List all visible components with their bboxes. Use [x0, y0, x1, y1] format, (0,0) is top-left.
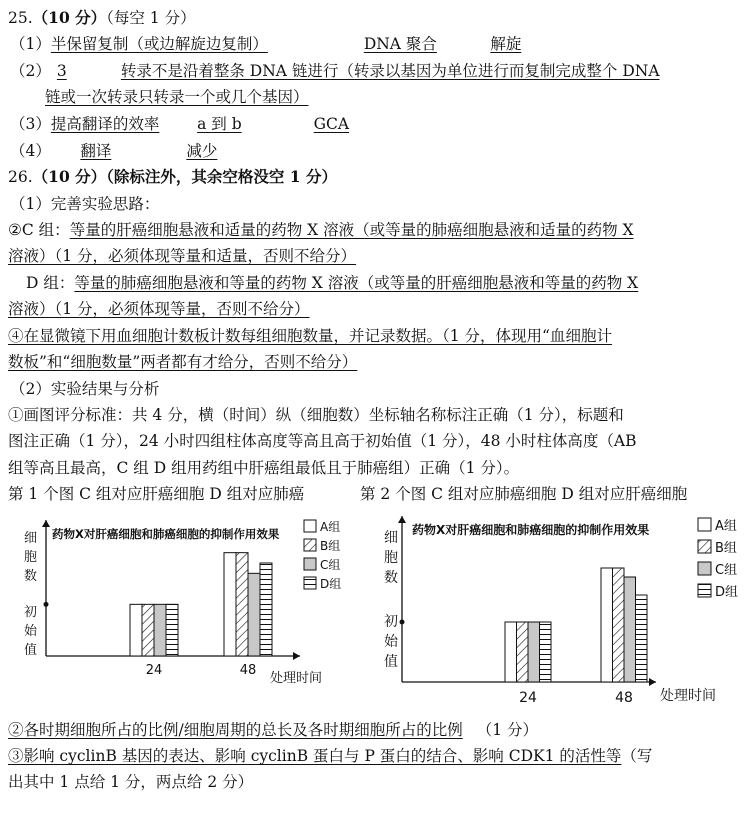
c-group-answer: 等量的肝癌细胞悬液和适量的药物 X 溶液（或等量的肺癌细胞悬液和适量的药物 X [69, 221, 634, 239]
x-tick-label: 24 [145, 663, 163, 678]
bar-C组-48 [248, 573, 260, 656]
q26-part-2-title: （2）实验结果与分析 [10, 380, 160, 398]
legend-swatch [304, 558, 316, 570]
chart-title: 药物X对肝癌细胞和肺癌细胞的抑制作用效果 [52, 527, 280, 541]
q25-3-answer-3: GCA [313, 115, 350, 133]
q26-part-1-title: （1）完善实验思路： [10, 195, 160, 213]
y-axis-label-char: 细 [384, 530, 398, 546]
baseline-label-char: 值 [384, 654, 398, 670]
x-tick-label: 24 [519, 690, 537, 706]
baseline-marker [400, 620, 405, 625]
legend-swatch [304, 577, 316, 589]
result-3-line [8, 746, 652, 766]
q25-4-num: （4） [10, 142, 51, 160]
baseline-label-char: 始 [384, 634, 398, 650]
bar-D组-24 [540, 622, 552, 682]
legend-swatch [304, 539, 316, 551]
result-3-line-2: 出其中 1 点给 1 分，两点给 2 分） [8, 773, 254, 791]
d-group-label: D 组： [26, 274, 75, 292]
q25-line-1 [10, 34, 546, 54]
c-group-label: ②C 组： [8, 221, 70, 239]
x-tick-label: 48 [615, 690, 633, 706]
result-2-answer: ②各时期细胞所占的比例/细胞周期的总长及各时期细胞所占的比例 [8, 721, 463, 739]
bar-A组-48 [601, 568, 613, 682]
x-axis-label: 处理时间 [660, 688, 716, 704]
bar-D组-24 [166, 604, 178, 656]
q25-2-answer-2: 转录不是沿着整条 DNA 链进行（转录以基因为单位进行而复制完成整个 DNA [120, 62, 660, 80]
bar-D组-48 [636, 595, 648, 682]
q25-line-4 [10, 141, 233, 161]
bar-A组-48 [224, 553, 236, 656]
baseline-label-char: 值 [24, 643, 38, 658]
q25-2-answer-2-cont: 链或一次转录只转录一个或几个基因） [45, 88, 309, 106]
q25-3-num: （3） [10, 115, 51, 133]
baseline-label-char: 初 [384, 614, 398, 630]
step-4-answer-cont: 数板”和“细胞数量”两者都有才给分，否则不给分） [8, 353, 358, 371]
result-3-answer: ③影响 cyclinB 基因的表达、影响 cyclinB 蛋白与 P 蛋白的结合、影响 CDK1 的活性等 [8, 747, 622, 765]
figure-2-caption: 第 2 个图 C 组对应肺癌细胞 D 组对应肝癌细胞 [360, 485, 688, 503]
q26-d-group-line-1 [26, 273, 638, 293]
bar-D组-48 [260, 563, 272, 656]
figure-1-caption: 第 1 个图 C 组对应肝癌细胞 D 组对应肺癌 [8, 485, 305, 503]
result-2-line [8, 720, 538, 740]
bar-B组-48 [236, 553, 248, 656]
q25-line-2 [10, 61, 660, 81]
x-axis-label: 处理时间 [270, 671, 323, 686]
c-group-answer-cont: 溶液）（1 分，必须体现等量和适量，否则不给分） [8, 247, 357, 265]
y-axis-label-char: 胞 [384, 550, 398, 566]
bar-B组-24 [142, 604, 154, 656]
result-1-line-2: 图注正确（1 分），24 小时四组柱体高度等高且高于初始值（1 分），48 小时柱体高度（AB [8, 432, 637, 450]
legend-label: D组 [320, 577, 342, 591]
q25-4-answer-1: 翻译 [80, 142, 112, 160]
legend-swatch [698, 562, 711, 575]
baseline-marker [44, 602, 49, 607]
legend-label: B组 [320, 539, 341, 553]
y-axis-label-char: 细 [24, 531, 38, 546]
step-4-answer: ④在显微镜下用血细胞计数板计数每组细胞数量，并记录数据。（1 分，体现用“血细胞计 [8, 327, 612, 345]
bar-A组-24 [130, 604, 142, 656]
legend-swatch [698, 540, 711, 553]
y-axis-label-char: 数 [24, 569, 38, 584]
legend-label: D组 [715, 585, 739, 600]
q25-line-3 [10, 114, 357, 134]
q25-1-answer-1: 半保留复制（或边解旋边复制） [50, 35, 268, 53]
bar-C组-48 [624, 577, 636, 682]
q25-3-answer-2: a 到 b [197, 115, 242, 133]
q25-2-num: （2） [10, 62, 51, 80]
q25-1-answer-3: 解旋 [490, 35, 522, 53]
y-axis-label-char: 数 [384, 570, 398, 586]
legend-label: C组 [320, 558, 341, 572]
q25-score: （10 分） [32, 8, 107, 27]
result-1-line-1: ①画图评分标准：共 4 分，横（时间）纵（细胞数）坐标轴名称标注正确（1 分），标题和 [8, 406, 624, 424]
bar-A组-24 [505, 622, 517, 682]
bar-chart-1 [8, 512, 348, 690]
d-group-answer: 等量的肺癌细胞悬液和等量的药物 X 溶液（或等量的肝癌细胞悬液和等量的药物 X [74, 274, 639, 292]
legend-label: A组 [320, 520, 341, 534]
baseline-label-char: 初 [24, 605, 38, 620]
x-tick-label: 48 [239, 663, 257, 678]
y-axis-arrow [42, 520, 50, 527]
q26-number: 26. [8, 168, 33, 186]
y-axis-label-char: 胞 [24, 550, 38, 565]
q25-header [8, 8, 196, 28]
legend-swatch [304, 520, 316, 532]
x-axis-arrow [293, 652, 300, 660]
bar-B组-24 [517, 622, 529, 682]
q25-number: 25. [8, 9, 33, 27]
result-3-score: （写 [621, 747, 653, 765]
legend-swatch [698, 584, 711, 597]
q25-note: （每空 1 分） [106, 9, 196, 27]
legend-swatch [698, 518, 711, 531]
q25-1-answer-2: DNA 聚合 [363, 35, 437, 53]
d-group-answer-cont: 溶液）（1 分，必须体现等量，否则不给分） [8, 300, 310, 318]
result-1-line-3: 组等高且最高，C 组 D 组用药组中肝癌组最低且于肺癌组）正确（1 分）。 [8, 459, 520, 477]
q25-1-num: （1） [10, 35, 51, 53]
q26-c-group-line-1 [8, 220, 634, 240]
q25-3-answer-1: 提高翻译的效率 [50, 115, 160, 133]
baseline-label-char: 始 [24, 624, 38, 639]
legend-label: B组 [715, 541, 737, 556]
bar-C组-24 [528, 622, 540, 682]
bar-chart-2 [372, 512, 750, 708]
bar-C组-24 [154, 604, 166, 656]
result-2-score: （1 分） [476, 721, 539, 739]
q26-score: （10 分）（除标注外，其余空格没空 1 分） [32, 167, 337, 186]
legend-label: A组 [715, 519, 737, 534]
q26-header [8, 167, 337, 187]
y-axis-arrow [398, 516, 406, 523]
q25-2-answer-1: 3 [56, 62, 67, 80]
x-axis-arrow [649, 678, 656, 686]
legend-label: C组 [715, 563, 738, 578]
chart-title: 药物X对肝癌细胞和肺癌细胞的抑制作用效果 [412, 523, 650, 537]
bar-B组-48 [613, 568, 625, 682]
q25-4-answer-2: 减少 [186, 142, 218, 160]
